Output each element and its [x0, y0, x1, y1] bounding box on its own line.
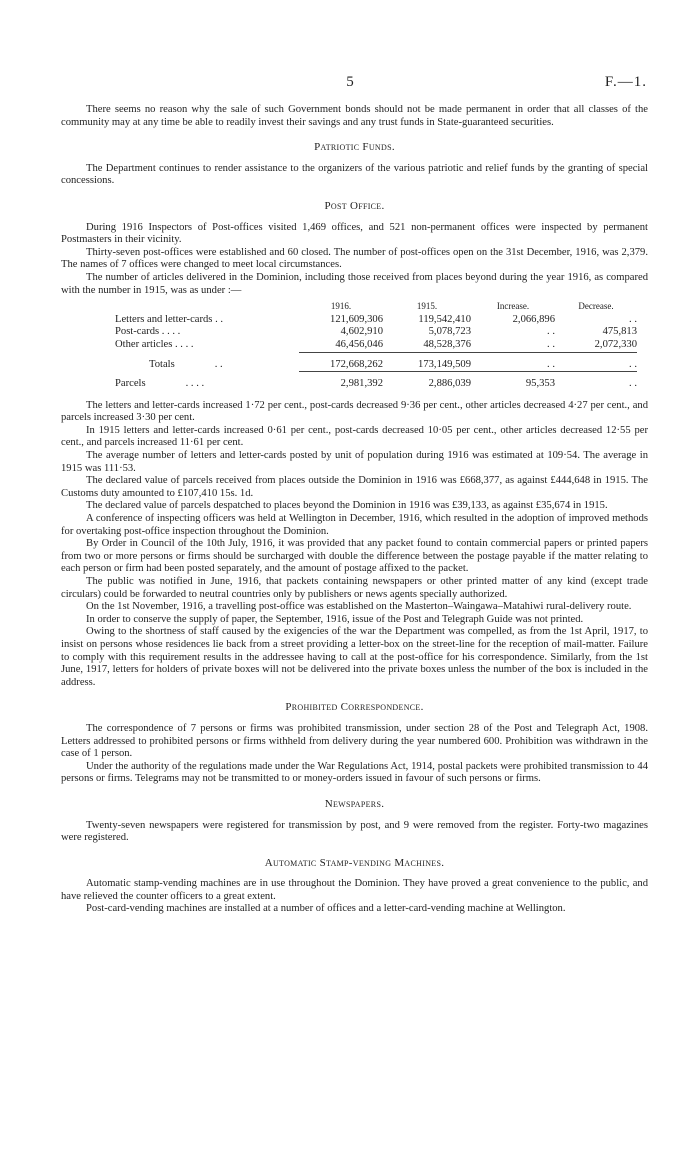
- cell-increase: 2,066,896: [512, 313, 555, 325]
- cell-increase: . .: [471, 352, 555, 372]
- row-label: Letters and letter-cards . .: [115, 313, 224, 325]
- section-heading-patriotic-funds: Patriotic Funds.: [314, 141, 395, 154]
- cell-decrease: . .: [629, 313, 637, 325]
- paragraph: Owing to the shortness of staff caused by the exigencies of the war the Department was compelled, as from the 1st April, 1917, to insist on persons whose residences lie back from a street providing a letter-box on the street-line for the reception of mail-matter. Failure to comply with this requirement results in the addressee having to call at the post-office for his correspondence. Similarly, from the 1st June, 1917, letters for holders of private boxes will not be delivered into the private boxes unless the number of the box is included in the address.: [61, 626, 648, 688]
- document-reference: F.—1.: [604, 74, 647, 90]
- section-heading-stamp-vending-machines: Automatic Stamp-vending Machines.: [264, 856, 445, 869]
- cell-1915: 2,886,039: [383, 372, 471, 395]
- cell-decrease: 2,072,330: [594, 338, 637, 350]
- paragraph: Under the authority of the regulations made under the War Regulations Act, 1914, postal packets were prohibited transmission to 44 persons or firms. Telegrams may not be transmitted to or money-orders issued in favour of such persons or firms.: [61, 760, 648, 785]
- cell-1916: 2,981,392: [299, 372, 383, 395]
- section-heading-post-office: Post Office.: [324, 199, 385, 212]
- table-header-blank: [115, 300, 299, 314]
- totals-leader: . .: [214, 358, 223, 370]
- column-header-1916: 1916.: [330, 301, 352, 312]
- cell-1916: 46,456,046: [335, 338, 383, 350]
- cell-1915: 48,528,376: [423, 338, 471, 350]
- row-label: Post-cards . . . .: [115, 326, 181, 338]
- page-number: 5: [346, 74, 354, 90]
- cell-1915: 5,078,723: [428, 326, 471, 338]
- paragraph: The Department continues to render assistance to the organizers of the various patriotic and relief funds by the granting of special concessions.: [61, 162, 648, 187]
- parcels-label: [115, 372, 299, 395]
- table-row: [115, 314, 637, 327]
- column-header-1915: 1915.: [416, 301, 438, 312]
- cell-increase: . .: [547, 338, 555, 350]
- paragraph: The letters and letter-cards increased 1·72 per cent., post-cards decreased 9·36 per cent., other articles decreased 4·27 per cent., and parcels increased 3·30 per cent.: [61, 399, 648, 424]
- intro-paragraph: There seems no reason why the sale of such Government bonds should not be made permanent in order that all classes of the community may at any time be able to readily invest their savings and any trust funds in State-guaranteed securities.: [61, 104, 648, 128]
- section-heading-newspapers: Newspapers.: [324, 797, 385, 810]
- section-heading-prohibited-correspondence: Prohibited Correspondence.: [285, 701, 424, 714]
- table-header-row: [115, 300, 637, 314]
- paragraph: Post-card-vending machines are installed at a number of offices and a letter-card-vending machine at Wellington.: [86, 903, 566, 915]
- paragraph: The number of articles delivered in the Dominion, including those received from places beyond during the year 1916, as compared with the number in 1915, was as under :—: [61, 271, 648, 296]
- cell-decrease: 475,813: [602, 326, 637, 338]
- paragraph: On the 1st November, 1916, a travelling post-office was established on the Masterton–Waingawa–Matahiwi rural-delivery route.: [86, 601, 632, 613]
- paragraph: The average number of letters and letter-cards posted by unit of population during 1916 was estimated at 109·54. The average in 1915 was 111·53.: [61, 450, 648, 474]
- parcels-label-text: Parcels: [115, 377, 146, 389]
- table-row: [115, 339, 637, 352]
- cell-1916: 121,609,306: [330, 313, 383, 325]
- totals-label: [115, 352, 299, 372]
- cell-1916: 172,668,262: [299, 352, 383, 372]
- paragraph: The public was notified in June, 1916, that packets containing newspapers or other printed matter of any kind (except trade circulars) could be forwarded to neutral countries only by publishers or news agents specially authorized.: [61, 576, 648, 600]
- table-row: [115, 326, 637, 339]
- table-totals-row: [115, 352, 637, 372]
- paragraph: By Order in Council of the 10th July, 1916, it was provided that any packet found to contain commercial papers or printed papers from two or more persons or firms should be surcharged with double the difference between the postage payable if the matter relating to each person or firm had been posted separately, and the amount of postage affixed to the packet.: [61, 538, 648, 575]
- parcels-leader: . . . .: [185, 377, 205, 389]
- cell-1915: 173,149,509: [383, 352, 471, 372]
- page-content: [61, 74, 648, 916]
- articles-delivered-table: [115, 300, 637, 395]
- paragraph: The declared value of parcels despatched to places beyond the Dominion in 1916 was £39,133, as against £35,674 in 1915.: [86, 500, 608, 512]
- cell-decrease: . .: [555, 372, 637, 395]
- table-parcels-row: [115, 372, 637, 395]
- paragraph: The correspondence of 7 persons or firms was prohibited transmission, under section 28 of the Post and Telegraph Act, 1908. Letters addressed to prohibited persons or firms withheld from delivery during the year numbered 600. Prohibition was withdrawn in the case of 1 person.: [61, 722, 648, 760]
- paragraph: In 1915 letters and letter-cards increased 0·61 per cent., post-cards decreased 10·05 per cent., other articles decreased 12·55 per cent., and parcels increased 11·61 per cent.: [61, 424, 648, 449]
- paragraph: During 1916 Inspectors of Post-offices visited 1,469 offices, and 521 non-permanent offices were inspected by permanent Postmasters in their vicinity.: [61, 221, 648, 246]
- paragraph: A conference of inspecting officers was held at Wellington in December, 1916, which resulted in the adoption of improved methods for overtaking post-office inspection throughout the Dominion.: [61, 513, 648, 537]
- cell-decrease: . .: [555, 352, 637, 372]
- cell-1915: 119,542,410: [418, 313, 471, 325]
- column-header-increase: Increase.: [496, 301, 530, 312]
- totals-label-text: Totals: [149, 358, 175, 370]
- cell-1916: 4,602,910: [340, 326, 383, 338]
- paragraph: In order to conserve the supply of paper, the September, 1916, issue of the Post and Telegraph Guide was not printed.: [86, 613, 584, 625]
- row-label: Other articles . . . .: [115, 339, 194, 351]
- column-header-decrease: Decrease.: [578, 301, 614, 312]
- paragraph: The declared value of parcels received from places outside the Dominion in 1916 was £668,377, as against £444,648 in 1915. The Customs duty amounted to £107,410 15s. 1d.: [61, 475, 648, 499]
- cell-increase: 95,353: [471, 372, 555, 395]
- paragraph: Automatic stamp-vending machines are in use throughout the Dominion. They have proved a great convenience to the public, and have relieved the counter officers to a great extent.: [61, 878, 648, 902]
- paragraph: Twenty-seven newspapers were registered for transmission by post, and 9 were removed from the register. Forty-two magazines were registered.: [61, 819, 648, 844]
- cell-increase: . .: [547, 326, 555, 338]
- paragraph: Thirty-seven post-offices were established and 60 closed. The number of post-offices open on the 31st December, 1916, was 2,379. The names of 7 offices were changed to meet local circumstances.: [61, 246, 648, 271]
